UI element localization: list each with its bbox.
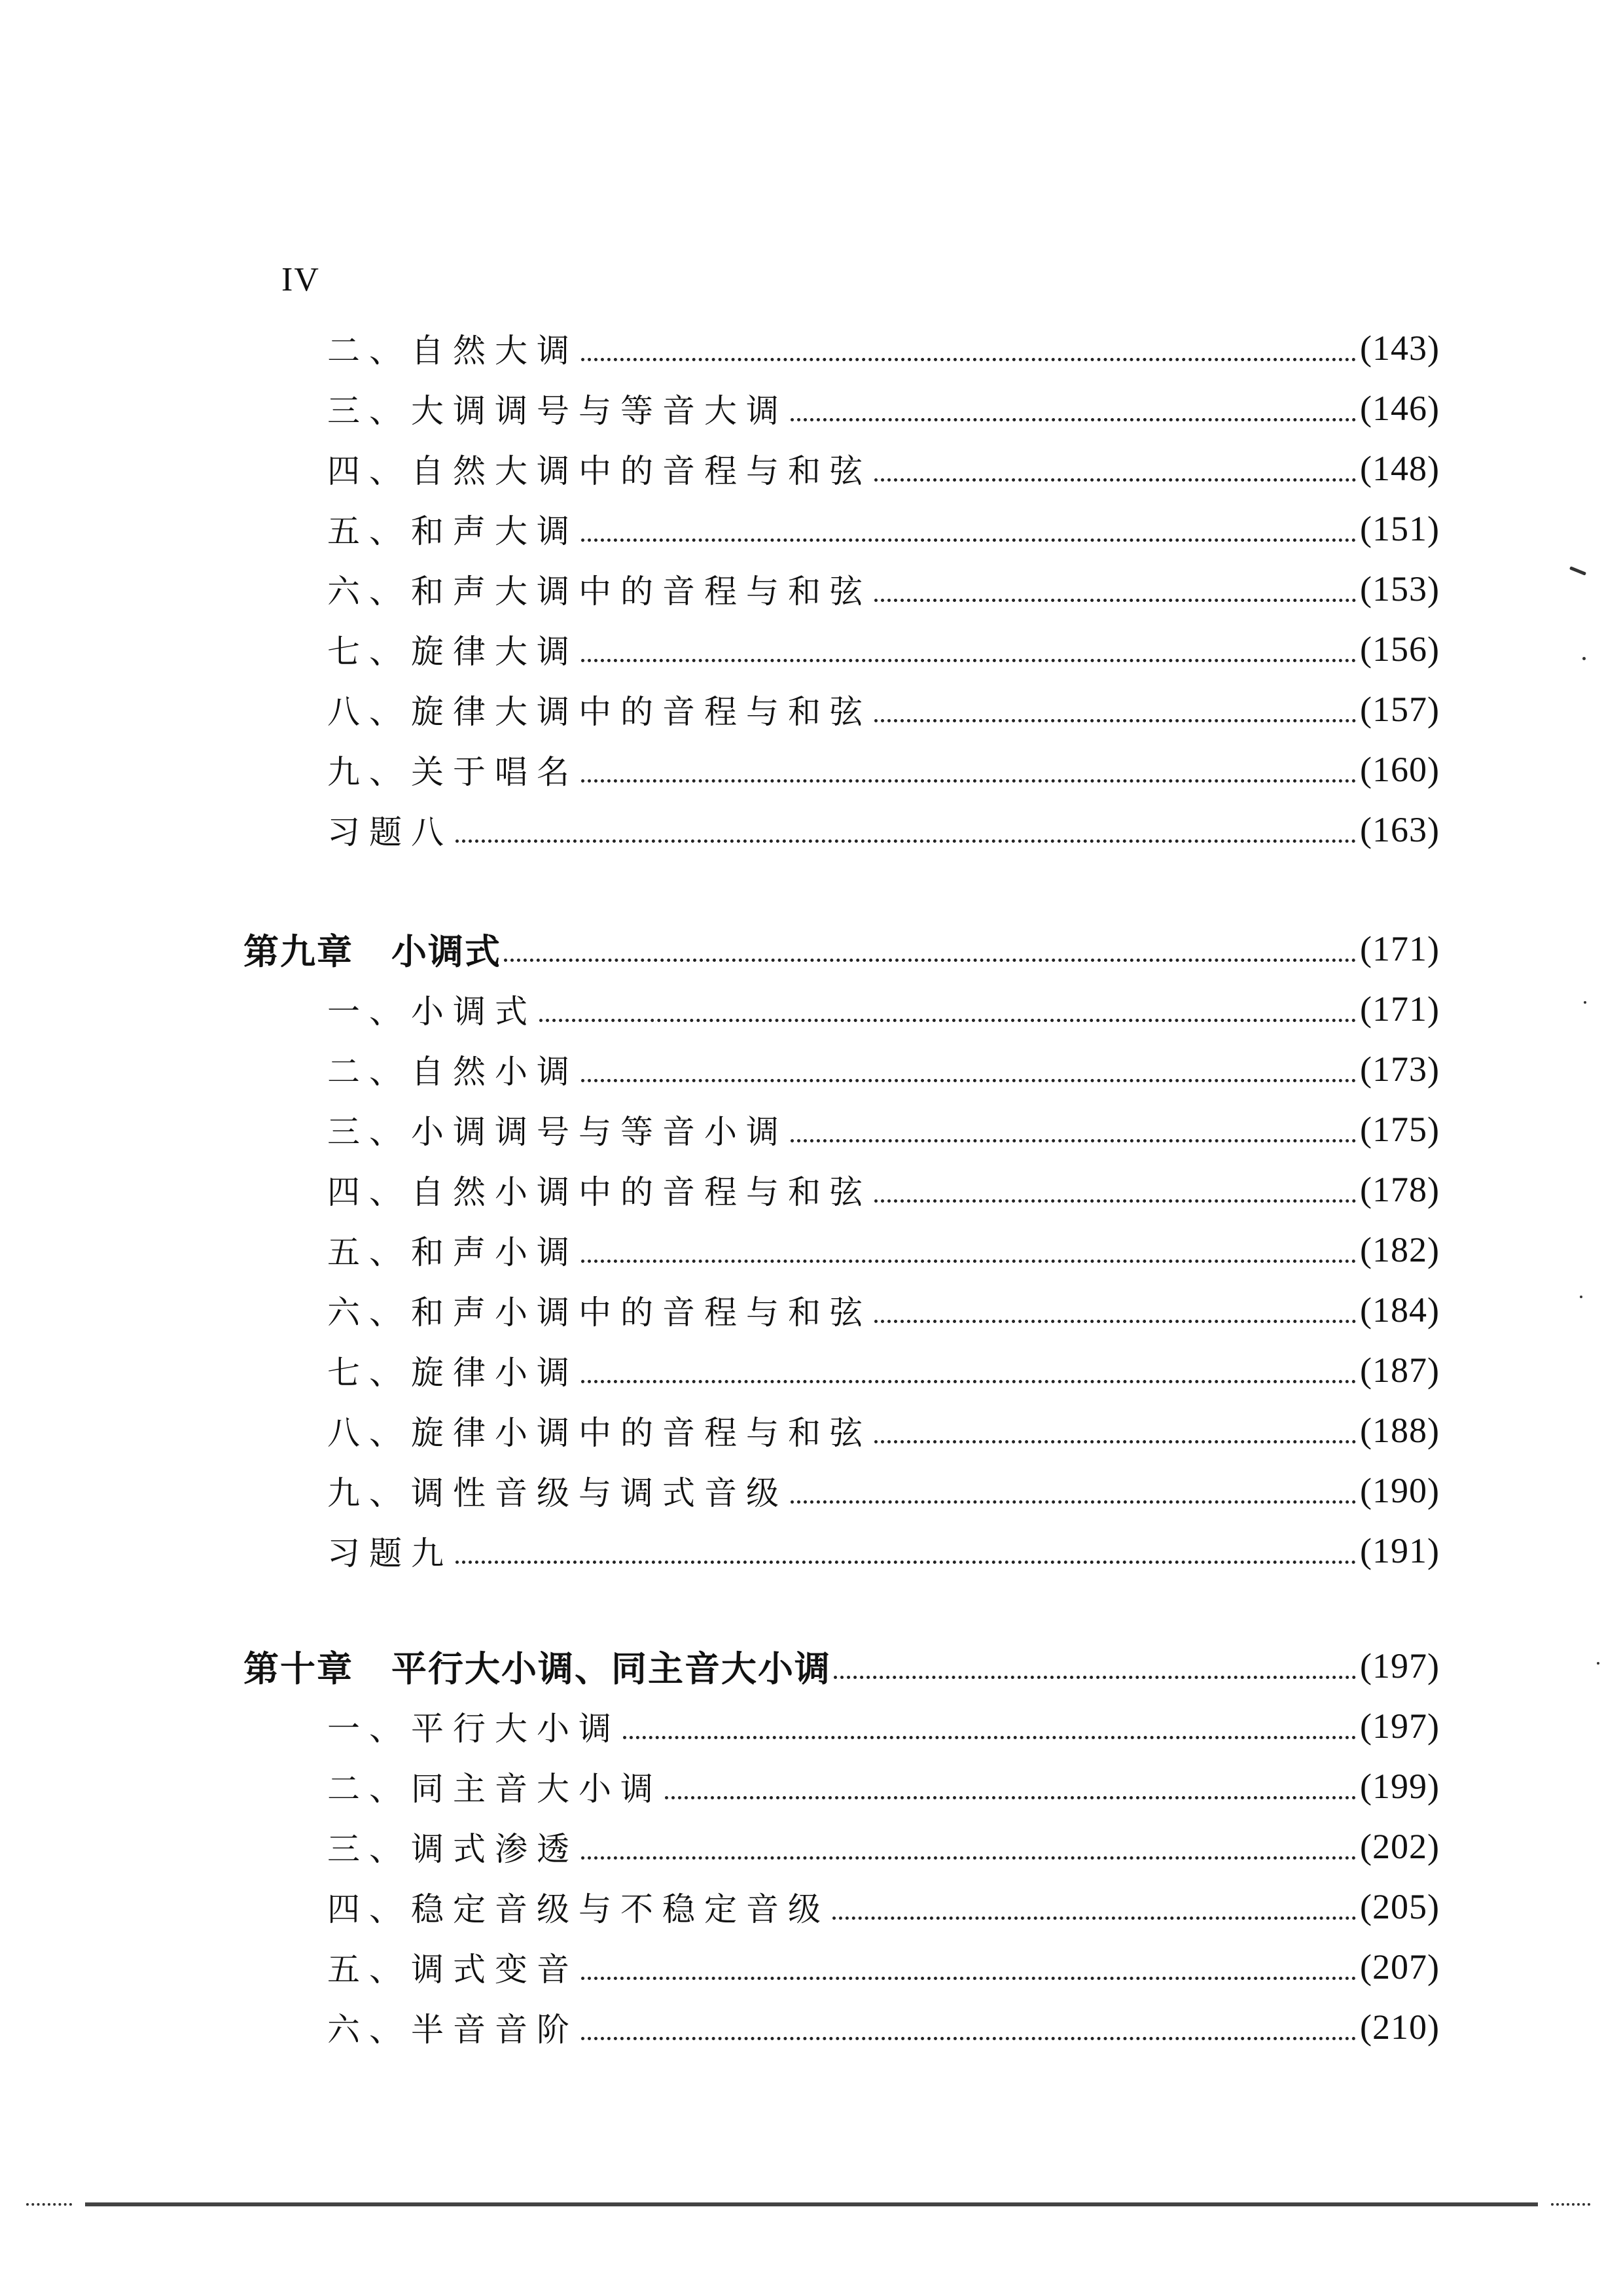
toc-entry-label: 习题八 [327,813,453,851]
toc-entry-page: (163) [1360,810,1440,849]
bottom-rule-divider [85,2202,1538,2206]
dot-leader [455,1561,1356,1564]
toc-entry[interactable] [327,679,1440,739]
toc-entry[interactable] [327,1159,1440,1220]
toc-entry[interactable] [327,438,1440,499]
toc-entry-label: 六、半音音阶 [327,2011,579,2049]
toc-entry[interactable] [327,1816,1440,1877]
toc-entry-label: 二、同主音大小调 [327,1770,662,1808]
chapter-number: 第十章 [243,1648,353,1689]
toc-entry[interactable] [327,1099,1440,1159]
dot-leader [874,1199,1356,1203]
dot-leader [581,539,1356,542]
toc-entry-label: 五、调式变音 [327,1951,579,1988]
dot-leader [581,1977,1356,1980]
scan-speck [1580,1296,1582,1298]
toc-entry-label: 一、小调式 [327,993,537,1031]
dot-leader [455,839,1356,843]
toc-entry[interactable] [327,1340,1440,1400]
dot-leader [874,1440,1356,1443]
toc-entry-page: (160) [1360,750,1440,789]
toc-entry-page: (199) [1360,1767,1440,1806]
toc-entry-label: 二、自然小调 [327,1053,579,1091]
toc-entry-label: 六、和声小调中的音程与和弦 [327,1294,872,1332]
toc-entry[interactable] [327,1220,1440,1280]
toc-entry-page: (202) [1360,1827,1440,1866]
toc-chapter-heading[interactable] [243,1636,1440,1696]
scan-speck [1584,1001,1586,1004]
toc-entry-page: (187) [1360,1351,1440,1390]
dot-leader [581,2037,1356,2040]
toc-entry-page: (184) [1360,1290,1440,1330]
toc-entry-page: (171) [1360,989,1440,1029]
dot-leader [581,1380,1356,1383]
chapter-heading-label [243,1641,831,1691]
toc-entry-page: (156) [1360,629,1440,669]
scan-edge-mark [1551,2203,1590,2206]
toc-entry[interactable] [327,1997,1440,2057]
toc-entry[interactable] [327,1400,1440,1460]
toc-chapter-heading[interactable] [243,919,1440,979]
dot-leader [581,1856,1356,1860]
toc-entry-label: 四、自然小调中的音程与和弦 [327,1173,872,1211]
toc-entry-label: 一、平行大小调 [327,1710,620,1748]
chapter-heading-label [243,924,501,974]
chapter-title: 平行大小调、同主音大小调 [391,1648,831,1689]
toc-entry[interactable] [327,619,1440,679]
chapter-number: 第九章 [243,930,353,972]
toc-entry-label: 三、小调调号与等音小调 [327,1113,788,1151]
scan-speck [1569,566,1586,575]
dot-leader [504,959,1356,962]
toc-entry-page: (175) [1360,1110,1440,1149]
toc-entry-page: (151) [1360,509,1440,548]
chapter-page: (171) [1360,929,1440,968]
toc-entry-page: (190) [1360,1471,1440,1510]
dot-leader [874,478,1356,482]
toc-entry-page: (146) [1360,389,1440,428]
toc-entry-label: 九、调性音级与调式音级 [327,1474,788,1512]
toc-entry[interactable] [327,559,1440,619]
toc-entry-page: (182) [1360,1230,1440,1269]
toc-entry-page: (173) [1360,1050,1440,1089]
toc-entry-label: 八、旋律大调中的音程与和弦 [327,693,872,731]
toc-entry[interactable] [327,1039,1440,1099]
toc-entry-label: 九、关于唱名 [327,753,579,791]
toc-entry[interactable] [327,979,1440,1039]
toc-entry-label: 六、和声大调中的音程与和弦 [327,573,872,610]
toc-entry-label: 二、自然大调 [327,332,579,370]
dot-leader [791,1500,1356,1504]
toc-entry-page: (143) [1360,328,1440,368]
toc-entry-label: 三、大调调号与等音大调 [327,392,788,430]
dot-leader [874,719,1356,722]
dot-leader [791,418,1356,421]
toc-entry[interactable] [327,318,1440,378]
scan-edge-mark [26,2203,72,2206]
dot-leader [834,1676,1356,1679]
toc-entry-label: 七、旋律小调 [327,1354,579,1392]
toc-entry[interactable] [327,1280,1440,1340]
toc-entry-label: 三、调式渗透 [327,1830,579,1868]
chapter-page: (197) [1360,1646,1440,1686]
toc-entry[interactable] [327,1877,1440,1937]
dot-leader [581,1260,1356,1263]
toc-entry-page: (207) [1360,1947,1440,1987]
toc-entry[interactable] [327,739,1440,800]
dot-leader [581,1079,1356,1082]
toc-entry-label: 五、和声大调 [327,512,579,550]
scan-speck [1597,1662,1599,1665]
toc-entry-page: (148) [1360,449,1440,488]
dot-leader [581,659,1356,662]
toc-entry-page: (205) [1360,1887,1440,1926]
toc-entry-page: (153) [1360,569,1440,609]
dot-leader [665,1796,1356,1799]
dot-leader [581,779,1356,783]
toc-entry-page: (157) [1360,690,1440,729]
toc-entry-label: 四、自然大调中的音程与和弦 [327,452,872,490]
chapter-title: 小调式 [391,930,501,972]
dot-leader [874,1320,1356,1323]
toc-entry-page: (188) [1360,1411,1440,1450]
toc-entry[interactable] [327,1460,1440,1521]
page-number: IV [281,261,320,298]
toc-entry-label: 五、和声小调 [327,1233,579,1271]
toc-entry-exercise[interactable] [327,800,1440,860]
toc-entry-page: (197) [1360,1706,1440,1746]
toc-entry[interactable] [327,1756,1440,1816]
toc-entry[interactable] [327,499,1440,559]
toc-entry-label: 习题九 [327,1534,453,1572]
dot-leader [874,599,1356,602]
scan-speck [1582,657,1586,660]
dot-leader [791,1139,1356,1142]
dot-leader [539,1019,1356,1022]
toc-entry-page: (191) [1360,1531,1440,1570]
toc-entry-label: 七、旋律大调 [327,633,579,671]
toc-entry[interactable] [327,1696,1440,1756]
toc-entry-exercise[interactable] [327,1521,1440,1581]
toc-entry-page: (210) [1360,2007,1440,2047]
dot-leader [623,1736,1356,1739]
dot-leader [581,358,1356,361]
dot-leader [832,1916,1356,1920]
toc-entry-page: (178) [1360,1170,1440,1209]
toc-entry[interactable] [327,378,1440,438]
toc-entry[interactable] [327,1937,1440,1997]
toc-entry-label: 四、稳定音级与不稳定音级 [327,1890,830,1928]
toc-entry-label: 八、旋律小调中的音程与和弦 [327,1414,872,1452]
